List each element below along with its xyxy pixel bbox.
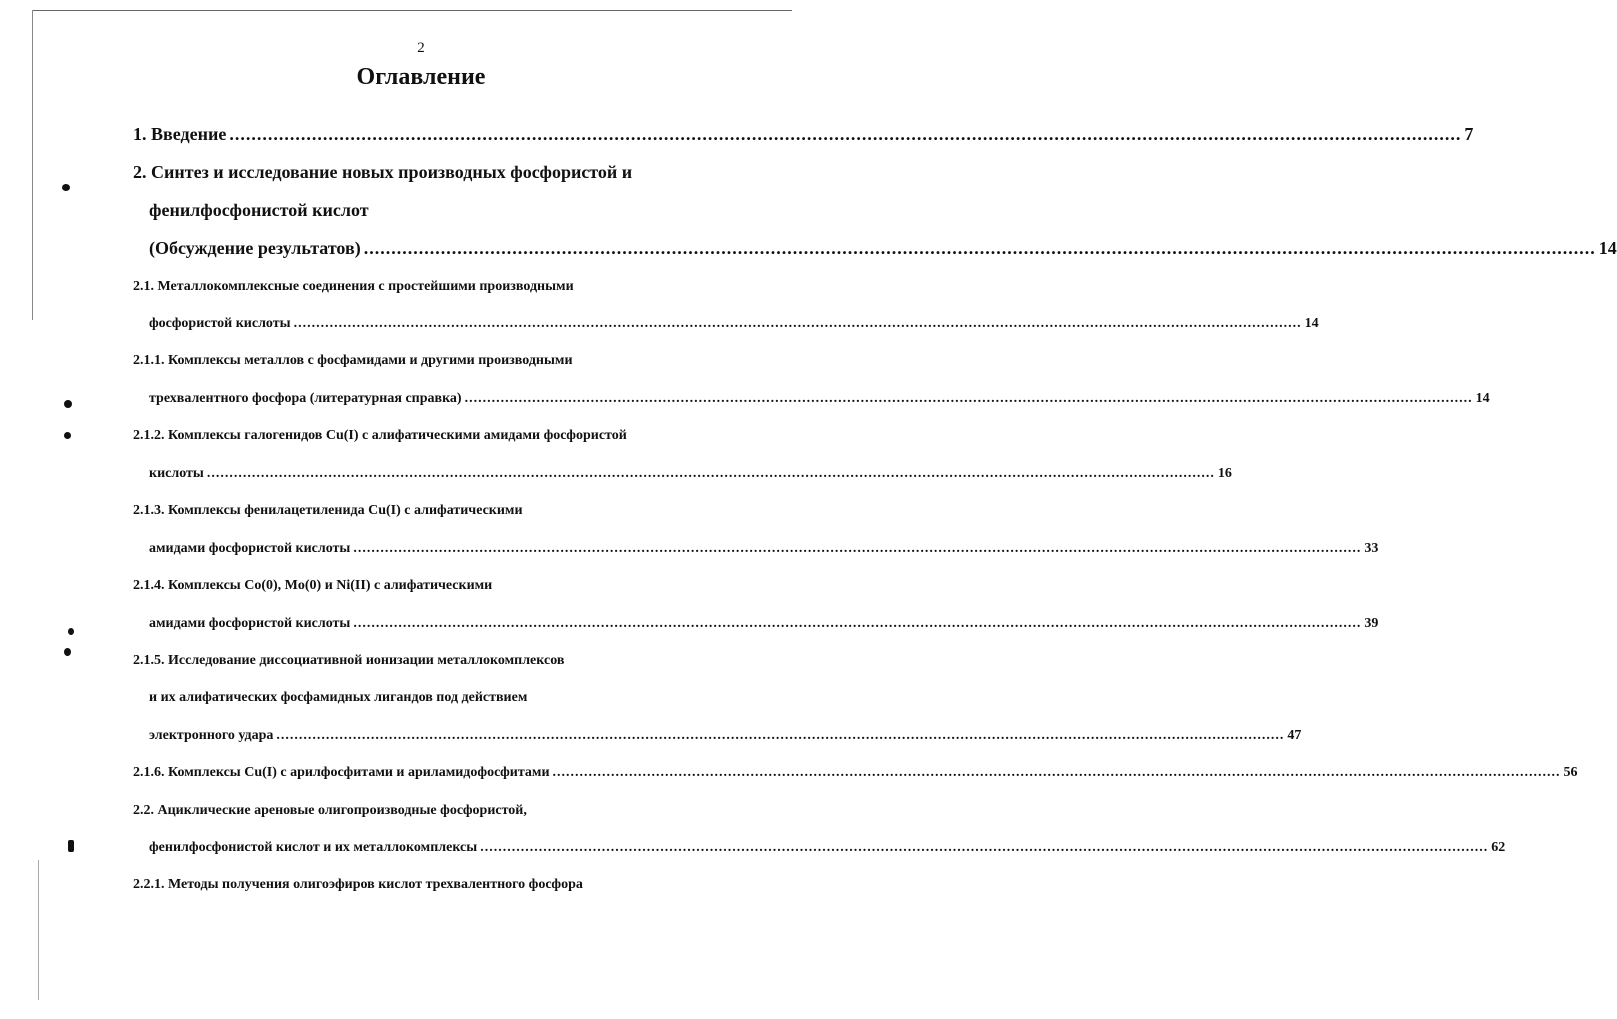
leader-dots: ................................................................................................................................................................................................................................ <box>464 391 1473 406</box>
toc-entry-2-1-4-line-1[interactable]: 2.1.4. Комплексы Co(0), Mo(0) и Ni(II) с алифатическими <box>133 578 493 593</box>
page-number: 2 <box>417 40 425 56</box>
toc-entry-2-1-1-line-1[interactable]: 2.1.1. Комплексы металлов с фосфамидами и другими производными <box>133 353 573 368</box>
toc-entry-page: 33 <box>1364 541 1379 556</box>
toc-entry-label: кислоты <box>149 466 204 481</box>
toc-entry-2-1-1[interactable] <box>149 391 1490 407</box>
scan-edge-mark <box>38 860 39 1000</box>
toc-entry-2-1-5[interactable] <box>149 728 1302 744</box>
toc-entry-synthesis-line-1[interactable]: 2. Синтез и исследование новых производных фосфористой и <box>133 162 633 182</box>
scan-speck <box>64 400 72 408</box>
toc-entry-2-1-2[interactable] <box>149 466 1232 482</box>
leader-dots: ................................................................................................................................................................................................................................ <box>276 728 1285 743</box>
leader-dots: ................................................................................................................................................................................................................................ <box>480 840 1489 855</box>
toc-entry-label: (Обсуждение результатов) <box>149 238 361 258</box>
toc-entry-page: 7 <box>1464 124 1474 144</box>
toc-entry-page: 14 <box>1598 238 1617 258</box>
toc-entry-label: 1. Введение <box>133 124 227 144</box>
toc-entry-2-1-5-line-2[interactable]: и их алифатических фосфамидных лигандов под действием <box>149 690 528 705</box>
leader-dots: ................................................................................................................................................................................................................................ <box>229 124 1462 144</box>
toc-entry-label: амидами фосфористой кислоты <box>149 541 351 556</box>
toc-entry-2-1-6[interactable] <box>133 765 1578 781</box>
leader-dots: ................................................................................................................................................................................................................................ <box>353 541 1362 556</box>
toc-entry-2-1-3-line-1[interactable]: 2.1.3. Комплексы фенилацетиленида Cu(I) с алифатическими <box>133 503 523 518</box>
scan-speck <box>68 628 74 635</box>
scan-speck <box>68 840 74 852</box>
scan-speck <box>64 648 71 656</box>
toc-entry-page: 14 <box>1475 391 1490 406</box>
toc-entry-label: трехвалентного фосфора (литературная справка) <box>149 391 462 406</box>
leader-dots: ................................................................................................................................................................................................................................ <box>206 466 1215 481</box>
toc-entry-label: фенилфосфонистой кислот и их металлокомплексы <box>149 840 478 855</box>
toc-entry-page: 47 <box>1287 728 1302 743</box>
toc-entry-page: 16 <box>1217 466 1232 481</box>
toc-entry-label: электронного удара <box>149 728 274 743</box>
leader-dots: ................................................................................................................................................................................................................................ <box>552 765 1561 780</box>
toc-entry-synthesis-line-2[interactable]: фенилфосфонистой кислот <box>149 200 369 220</box>
toc-entry-2-2-1[interactable]: 2.2.1. Методы получения олигоэфиров кислот трехвалентного фосфора <box>133 877 583 892</box>
toc-entry-page: 39 <box>1364 616 1379 631</box>
toc-entry-label: 2.1.6. Комплексы Cu(I) с арилфосфитами и ариламидофосфитами <box>133 765 550 780</box>
toc-entry-introduction[interactable] <box>133 124 1474 145</box>
scan-border-top <box>32 10 792 11</box>
toc-entry-page: 62 <box>1491 840 1506 855</box>
toc-entry-2-1-5-line-1[interactable]: 2.1.5. Исследование диссоциативной ионизации металлокомплексов <box>133 653 565 668</box>
page-title: Оглавление <box>356 64 486 90</box>
toc-entry-label: фосфористой кислоты <box>149 316 291 331</box>
toc-entry-page: 56 <box>1563 765 1578 780</box>
toc-entry-2-2-line-1[interactable]: 2.2. Ациклические ареновые олигопроизводные фосфористой, <box>133 803 527 818</box>
toc-entry-2-1-3[interactable] <box>149 541 1379 557</box>
toc-entry-synthesis[interactable] <box>149 238 1617 259</box>
toc-entry-2-1[interactable] <box>149 316 1319 332</box>
leader-dots: ................................................................................................................................................................................................................................ <box>353 616 1362 631</box>
leader-dots: ................................................................................................................................................................................................................................ <box>293 316 1302 331</box>
toc-entry-2-2[interactable] <box>149 840 1506 856</box>
leader-dots: ................................................................................................................................................................................................................................ <box>363 238 1596 258</box>
toc-entry-label: амидами фосфористой кислоты <box>149 616 351 631</box>
toc-entry-2-1-2-line-1[interactable]: 2.1.2. Комплексы галогенидов Cu(I) с алифатическими амидами фосфористой <box>133 428 627 443</box>
scan-speck <box>64 432 71 439</box>
toc-entry-2-1-line-1[interactable]: 2.1. Металлокомплексные соединения с простейшими производными <box>133 279 574 294</box>
toc-entry-2-1-4[interactable] <box>149 616 1379 632</box>
scan-speck <box>62 184 70 191</box>
toc-entry-page: 14 <box>1304 316 1319 331</box>
